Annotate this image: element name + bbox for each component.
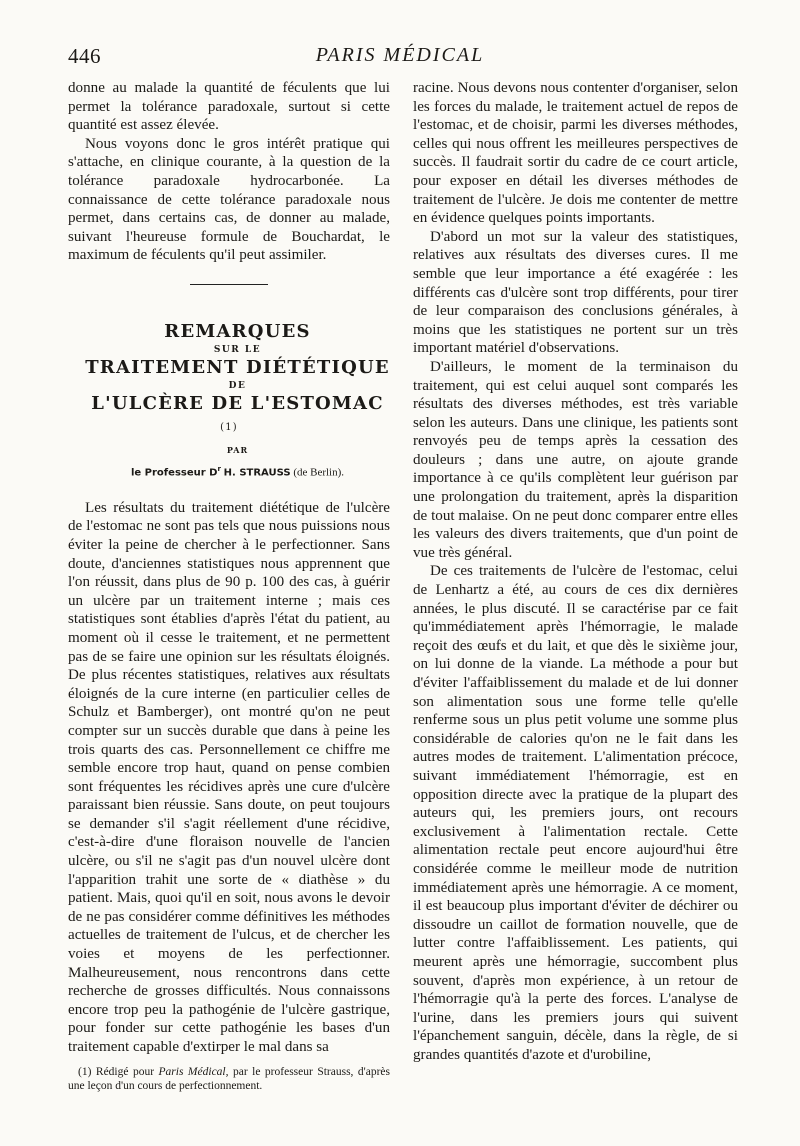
paragraph: De ces traitements de l'ulcère de l'estomac, celui de Lenhartz a été, au cours de ces dix dernières années, le plus discuté. Il se caractérise par ce fait qu'immédiatement après l'hémorragie, le malade reçoit des œufs et du lait, et que dès le sixième jour, on lui donne de la viande. La méthode a pour but d'éviter l'affaiblissement du malade et de lui donner son alimentation sous une forme telle qu'elle renferme sous un plus petit volume une somme plus considérable de calories qu'on ne le fait dans les autres modes de traitement. L'alimentation précoce, suivant immédiatement l'hémorragie, est en opposition directe avec la pratique de la plupart des auteurs qui, les premiers jours, ont recours exclusivement à l'alimentation rectale. Cette alimentation rectale peut encore aujourd'hui être considérée comme le meilleur mode de nutrition immédiatement après une hémorragie. A ce moment, il est beaucoup plus important d'éviter de déchirer ou dissoudre un caillot de formation nouvelle, que de lutter contre l'affaiblissement. Les patients, qui meurent après une hémorragie, succombent plus souvent, d'après mon expérience, à un retour de l'hémorragie qu'à la perte des forces. L'analyse de l'urine, dans les premiers jours qui suivent l'épanchement sanguin, décèle, dans la règle, de si grandes quantités d'azote et d'urobiline,: [413, 563, 738, 1063]
author-name: H. STRAUSS: [223, 467, 291, 479]
page-number: 446: [68, 44, 101, 68]
running-title: PARIS MÉDICAL: [315, 44, 485, 66]
author-line: le Professeur $D^r$ H. STRAUSS (de Berlin).: [130, 464, 345, 479]
title-line: SUR LE: [213, 344, 262, 355]
paragraph: racine. Nous devons nous contenter d'organiser, selon les forces du malade, le traitement actuel de repos de l'estomac, et de choisir, parmi les diverses méthodes, celles qui nous offrent les meilleures perspectives de succès. Il faudrait sortir du cadre de ce court article, pour exposer en détail les diverses méthodes de traitement de l'ulcère. Je dois me contenter de mettre en évidence quelques points importants.: [413, 80, 738, 227]
paragraph: Les résultats du traitement diététique de l'ulcère de l'estomac ne sont pas tels que nous puissions nous éviter la peine de chercher à le perfectionner. Sans doute, d'anciennes statistiques nous apprennent que l'on réussit, dans plus de 90 p. 100 des cas, à guérir un ulcère par un traitement interne ; mais ces statistiques sont établies d'après l'état du patient, au moment où il cesse le traitement, et ne permettent pas de se faire une opinion sur les résultats éloignés. De plus récentes statistiques, relatives aux résultats éloignés de la cure interne (en particulier celles de Schulz et Bamberger), ont montré qu'on ne peut compter sur un succès durable que dans à peine les trois quarts des cas. Personnellement ce chiffre me semble encore trop haut, quand on pense combien sont fréquentes les récidives après une cure d'ulcère paraissant bien réussie. Sans doute, on peut toujours se demander s'il s'agit réellement d'une récidive, c'est-à-dire d'une floraison nouvelle de l'ancien ulcère, ou s'il ne s'agit pas d'un nouvel ulcère dont l'apparition trahit une sorte de « diathèse » du patient. Mais, quoi qu'il en soit, nous avons le devoir de ne pas considérer comme définitives les méthodes actuelles de traitement de l'ulcus, et de chercher les voies et moyens de les perfectionner. Malheureusement, nous rencontrons dans cette recherche de grosses difficultés. Nous connaissons encore trop peu la pathogénie de l'ulcère gastrique, pour fonder sur cette pathogénie les bases d'un traitement capable d'extirper le mal dans sa: [68, 499, 390, 1055]
footnote: (1) Rédigé pour Paris Médical, par le professeur Strauss, d'après une leçon d'un cours de perfectionnement.: [68, 1065, 390, 1092]
title-line: TRAITEMENT DIÉTÉTIQUE: [85, 356, 390, 378]
right-column: [413, 79, 738, 1064]
title-line: REMARQUES: [164, 320, 311, 342]
paragraph: D'abord un mot sur la valeur des statistiques, relatives aux résultats des diverses cures. Il me semble que leur importance a été exagérée : les différents cas d'ulcère sont trop différents, pour tirer de leur comparaison des conclusions générales, à moins que les statistiques ne portent sur un très important matériel d'observations.: [413, 228, 738, 357]
paragraph: Nous voyons donc le gros intérêt pratique qui s'attache, en clinique courante, à la question de la tolérance paradoxale hydrocarbonée. La connaissance de cette tolérance paradoxale nous permet, dans certains cas, de donner au malade, suivant l'heureuse formule de Bouchardat, le maximum de féculents qu'il peut assimiler.: [68, 135, 390, 264]
title-line: DE: [228, 380, 247, 391]
page-header: [68, 44, 732, 72]
by-line: PAR: [226, 444, 249, 455]
footnote-mark: (1): [220, 421, 238, 433]
left-column: [68, 79, 390, 1093]
article-title: [68, 320, 390, 483]
paragraph: donne au malade la quantité de féculents que lui permet la tolérance paradoxale, surtout si cette quantité est assez élevée.: [68, 80, 390, 134]
section-separator: [190, 284, 268, 285]
paragraph: D'ailleurs, le moment de la terminaison du traitement, qui est celui auquel sont comparés les résultats des diverses méthodes, est très variable selon les auteurs. Dans une clinique, les patients sont renvoyés peu de temps après la cessation des douleurs ; dans une autre, on ajoute grande importance à ce qu'ils complètent leur guérison par une prolongation du traitement, après la disparition de tout malaise. On ne peut donc comparer entre elles les valeurs des divers traitements, que d'un point de vue très général.: [413, 358, 738, 561]
title-line: L'ULCÈRE DE L'ESTOMAC $^{(1)}$: [91, 392, 384, 433]
